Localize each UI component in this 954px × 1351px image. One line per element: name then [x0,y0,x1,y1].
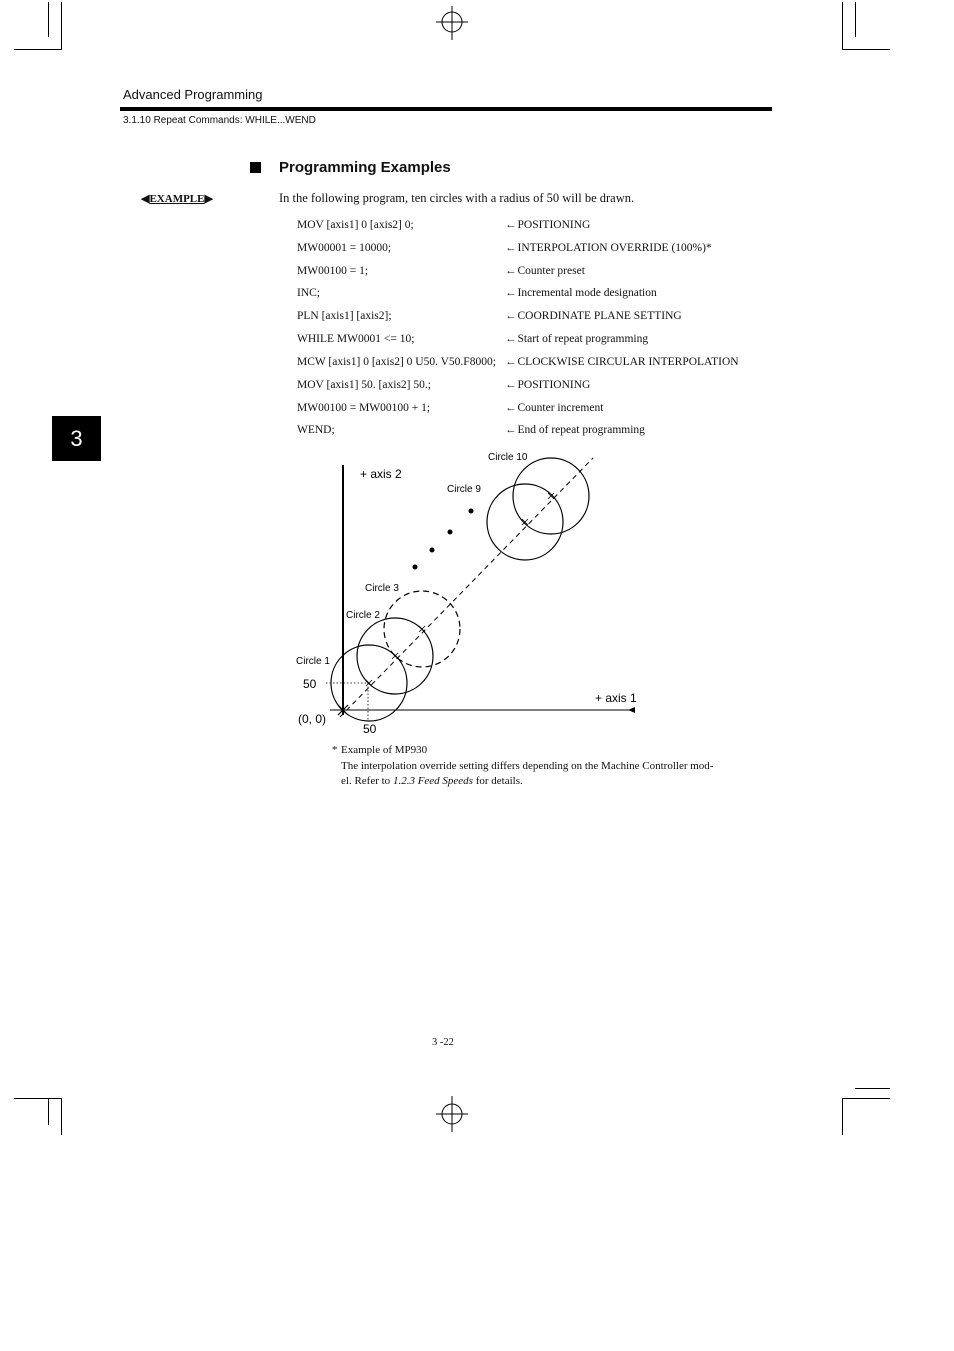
example-label: EXAMPLE [149,193,205,205]
code-line: MOV [axis1] 0 [axis2] 0; [297,219,414,231]
circle-1-label: Circle 1 [296,656,330,667]
code-line: INC; [297,287,320,299]
arrow-left-icon: ← [505,310,517,322]
code-comment: ←End of repeat programming [505,424,645,436]
code-line: WEND; [297,424,335,436]
page-header-title: Advanced Programming [123,87,263,102]
ellipsis-dot [469,509,474,514]
triangle-right-icon: ▶ [204,193,213,205]
header-rule [120,107,772,111]
example-badge [141,192,213,205]
footnote-line-2: The interpolation override setting differs depending on the Machine Controller mod- [341,760,714,772]
chapter-tab: 3 [52,416,101,461]
ellipsis-dot [413,565,418,570]
footnote-reference: 1.2.3 Feed Speeds [392,775,473,787]
code-comment: ←Incremental mode designation [505,287,657,299]
code-comment: ←Counter preset [505,265,585,277]
circle-interpolation-diagram [280,445,680,740]
arrow-left-icon: ← [505,287,517,299]
circle-2-label: Circle 2 [346,610,380,621]
axis-2-label: + axis 2 [360,467,402,481]
registration-mark-top [436,6,468,40]
tick-x-label: 50 [363,722,377,736]
code-line: MW00100 = MW00100 + 1; [297,402,431,414]
circle-9-label: Circle 9 [447,484,481,495]
code-comment: ←INTERPOLATION OVERRIDE (100%)* [505,242,712,254]
code-line: MCW [axis1] 0 [axis2] 0 U50. V50.F8000; [297,356,496,368]
page-number: 3 -22 [432,1037,454,1048]
footnote-line-1: Example of MP930 [341,744,428,756]
code-line: MW00100 = 1; [297,265,369,277]
circle-3-label: Circle 3 [365,583,399,594]
code-line: PLN [axis1] [axis2]; [297,310,392,322]
code-comment: ←Start of repeat programming [505,333,649,345]
code-line: MW00001 = 10000; [297,242,392,254]
code-line: MOV [axis1] 50. [axis2] 50.; [297,379,431,391]
section-bullet [250,162,261,173]
code-comment: ←CLOCKWISE CIRCULAR INTERPOLATION [505,356,739,368]
code-comment: ←POSITIONING [505,379,591,391]
code-comment: ←COORDINATE PLANE SETTING [505,310,682,322]
section-title: Programming Examples [279,159,451,176]
ellipsis-dot [448,530,453,535]
axis-1-label: + axis 1 [595,691,637,705]
intro-text: In the following program, ten circles with a radius of 50 will be drawn. [279,191,635,205]
subsection-title: 3.1.10 Repeat Commands: WHILE...WEND [123,115,316,126]
code-comment: ←Counter increment [505,402,604,414]
footnote-line-3: el. Refer to 1.2.3 Feed Speeds for details. [341,775,523,787]
arrow-left-icon: ← [505,424,517,436]
arrow-left-icon: ← [505,265,517,277]
ellipsis-dot [430,548,435,553]
triangle-left-icon: ◀ [141,193,150,205]
arrow-left-icon: ← [505,379,517,391]
footnote-marker: * [332,744,338,756]
arrow-left-icon: ← [505,242,517,254]
origin-label: (0, 0) [298,712,327,726]
arrow-left-icon: ← [505,333,517,345]
arrow-left-icon: ← [505,356,517,368]
code-comment: ←POSITIONING [505,219,591,231]
circle-10-label: Circle 10 [488,452,528,463]
arrow-left-icon: ← [505,219,517,231]
arrow-left-icon: ← [505,402,517,414]
tick-y-label: 50 [303,677,317,691]
code-line: WHILE MW0001 <= 10; [297,333,415,345]
registration-mark-bottom [436,1096,468,1132]
axis-1-arrowhead [628,707,635,713]
